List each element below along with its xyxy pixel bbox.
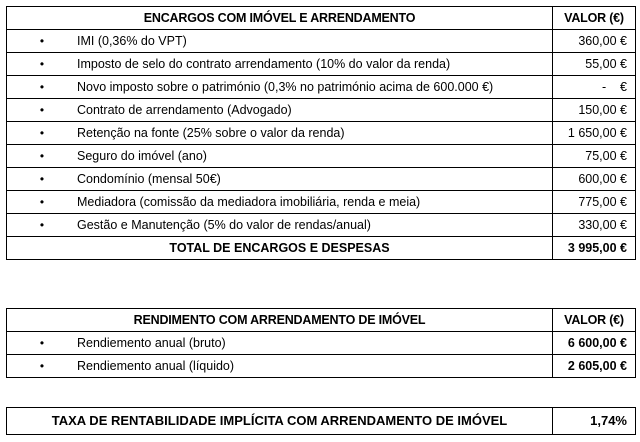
- rendimento-table: [6, 308, 636, 378]
- item-value: 360,00 €: [553, 30, 636, 53]
- rendimento-header-label: RENDIMENTO COM ARRENDAMENTO DE IMÓVEL: [7, 309, 553, 332]
- item-value: 55,00 €: [553, 53, 636, 76]
- table-row: [7, 145, 636, 168]
- item-label-cell: [7, 30, 553, 53]
- taxa-label: TAXA DE RENTABILIDADE IMPLÍCITA COM ARRENDAMENTO DE IMÓVEL: [7, 408, 553, 435]
- table-row: [7, 214, 636, 237]
- rendimento-header-row: [7, 309, 636, 332]
- table-row: [7, 99, 636, 122]
- bullet-icon: •: [39, 149, 45, 163]
- item-label-cell: [7, 99, 553, 122]
- item-value: 1 650,00 €: [553, 122, 636, 145]
- encargos-header-row: [7, 7, 636, 30]
- item-label-cell: [7, 122, 553, 145]
- item-value: 150,00 €: [553, 99, 636, 122]
- taxa-value: 1,74%: [553, 408, 636, 435]
- table-row: [7, 76, 636, 99]
- taxa-row: [7, 408, 636, 435]
- item-label-cell: [7, 168, 553, 191]
- item-value: 600,00 €: [553, 168, 636, 191]
- table-row: [7, 191, 636, 214]
- encargos-table: [6, 6, 636, 260]
- bullet-icon: •: [39, 34, 45, 48]
- item-label: IMI (0,36% do VPT): [77, 34, 187, 48]
- item-label-cell: [7, 76, 553, 99]
- bullet-icon: •: [39, 126, 45, 140]
- bullet-icon: •: [39, 103, 45, 117]
- table-row: [7, 355, 636, 378]
- item-label-cell: [7, 332, 553, 355]
- bullet-icon: •: [39, 218, 45, 232]
- encargos-header-label: ENCARGOS COM IMÓVEL E ARRENDAMENTO: [7, 7, 553, 30]
- encargos-total-label: TOTAL DE ENCARGOS E DESPESAS: [7, 237, 553, 260]
- item-label-cell: [7, 53, 553, 76]
- item-label-cell: [7, 145, 553, 168]
- item-value: - €: [553, 76, 636, 99]
- rendimento-header-value: VALOR (€): [553, 309, 636, 332]
- item-label-cell: [7, 214, 553, 237]
- encargos-total-row: [7, 237, 636, 260]
- item-label: Mediadora (comissão da mediadora imobiliária, renda e meia): [77, 195, 421, 209]
- taxa-table: [6, 407, 636, 435]
- item-label: Retenção na fonte (25% sobre o valor da renda): [77, 126, 345, 140]
- item-value: 330,00 €: [553, 214, 636, 237]
- item-value: 75,00 €: [553, 145, 636, 168]
- item-label: Rendiemento anual (bruto): [77, 336, 226, 350]
- item-label: Seguro do imóvel (ano): [77, 149, 207, 163]
- item-label-cell: [7, 355, 553, 378]
- bullet-icon: •: [39, 336, 45, 350]
- bullet-icon: •: [39, 359, 45, 373]
- item-label: Gestão e Manutenção (5% do valor de rendas/anual): [77, 218, 371, 232]
- table-row: [7, 168, 636, 191]
- table-row: [7, 53, 636, 76]
- item-value: 775,00 €: [553, 191, 636, 214]
- item-label: Condomínio (mensal 50€): [77, 172, 221, 186]
- table-row: [7, 122, 636, 145]
- bullet-icon: •: [39, 80, 45, 94]
- item-label: Contrato de arrendamento (Advogado): [77, 103, 292, 117]
- item-value: 6 600,00 €: [553, 332, 636, 355]
- table-row: [7, 332, 636, 355]
- item-label: Novo imposto sobre o património (0,3% no património acima de 600.000 €): [77, 80, 494, 94]
- bullet-icon: •: [39, 195, 45, 209]
- table-row: [7, 30, 636, 53]
- bullet-icon: •: [39, 172, 45, 186]
- encargos-header-value: VALOR (€): [553, 7, 636, 30]
- item-label: Rendiemento anual (líquido): [77, 359, 235, 373]
- bullet-icon: •: [39, 57, 45, 71]
- item-value: 2 605,00 €: [553, 355, 636, 378]
- item-label: Imposto de selo do contrato arrendamento (10% do valor da renda): [77, 57, 451, 71]
- item-label-cell: [7, 191, 553, 214]
- encargos-total-value: 3 995,00 €: [553, 237, 636, 260]
